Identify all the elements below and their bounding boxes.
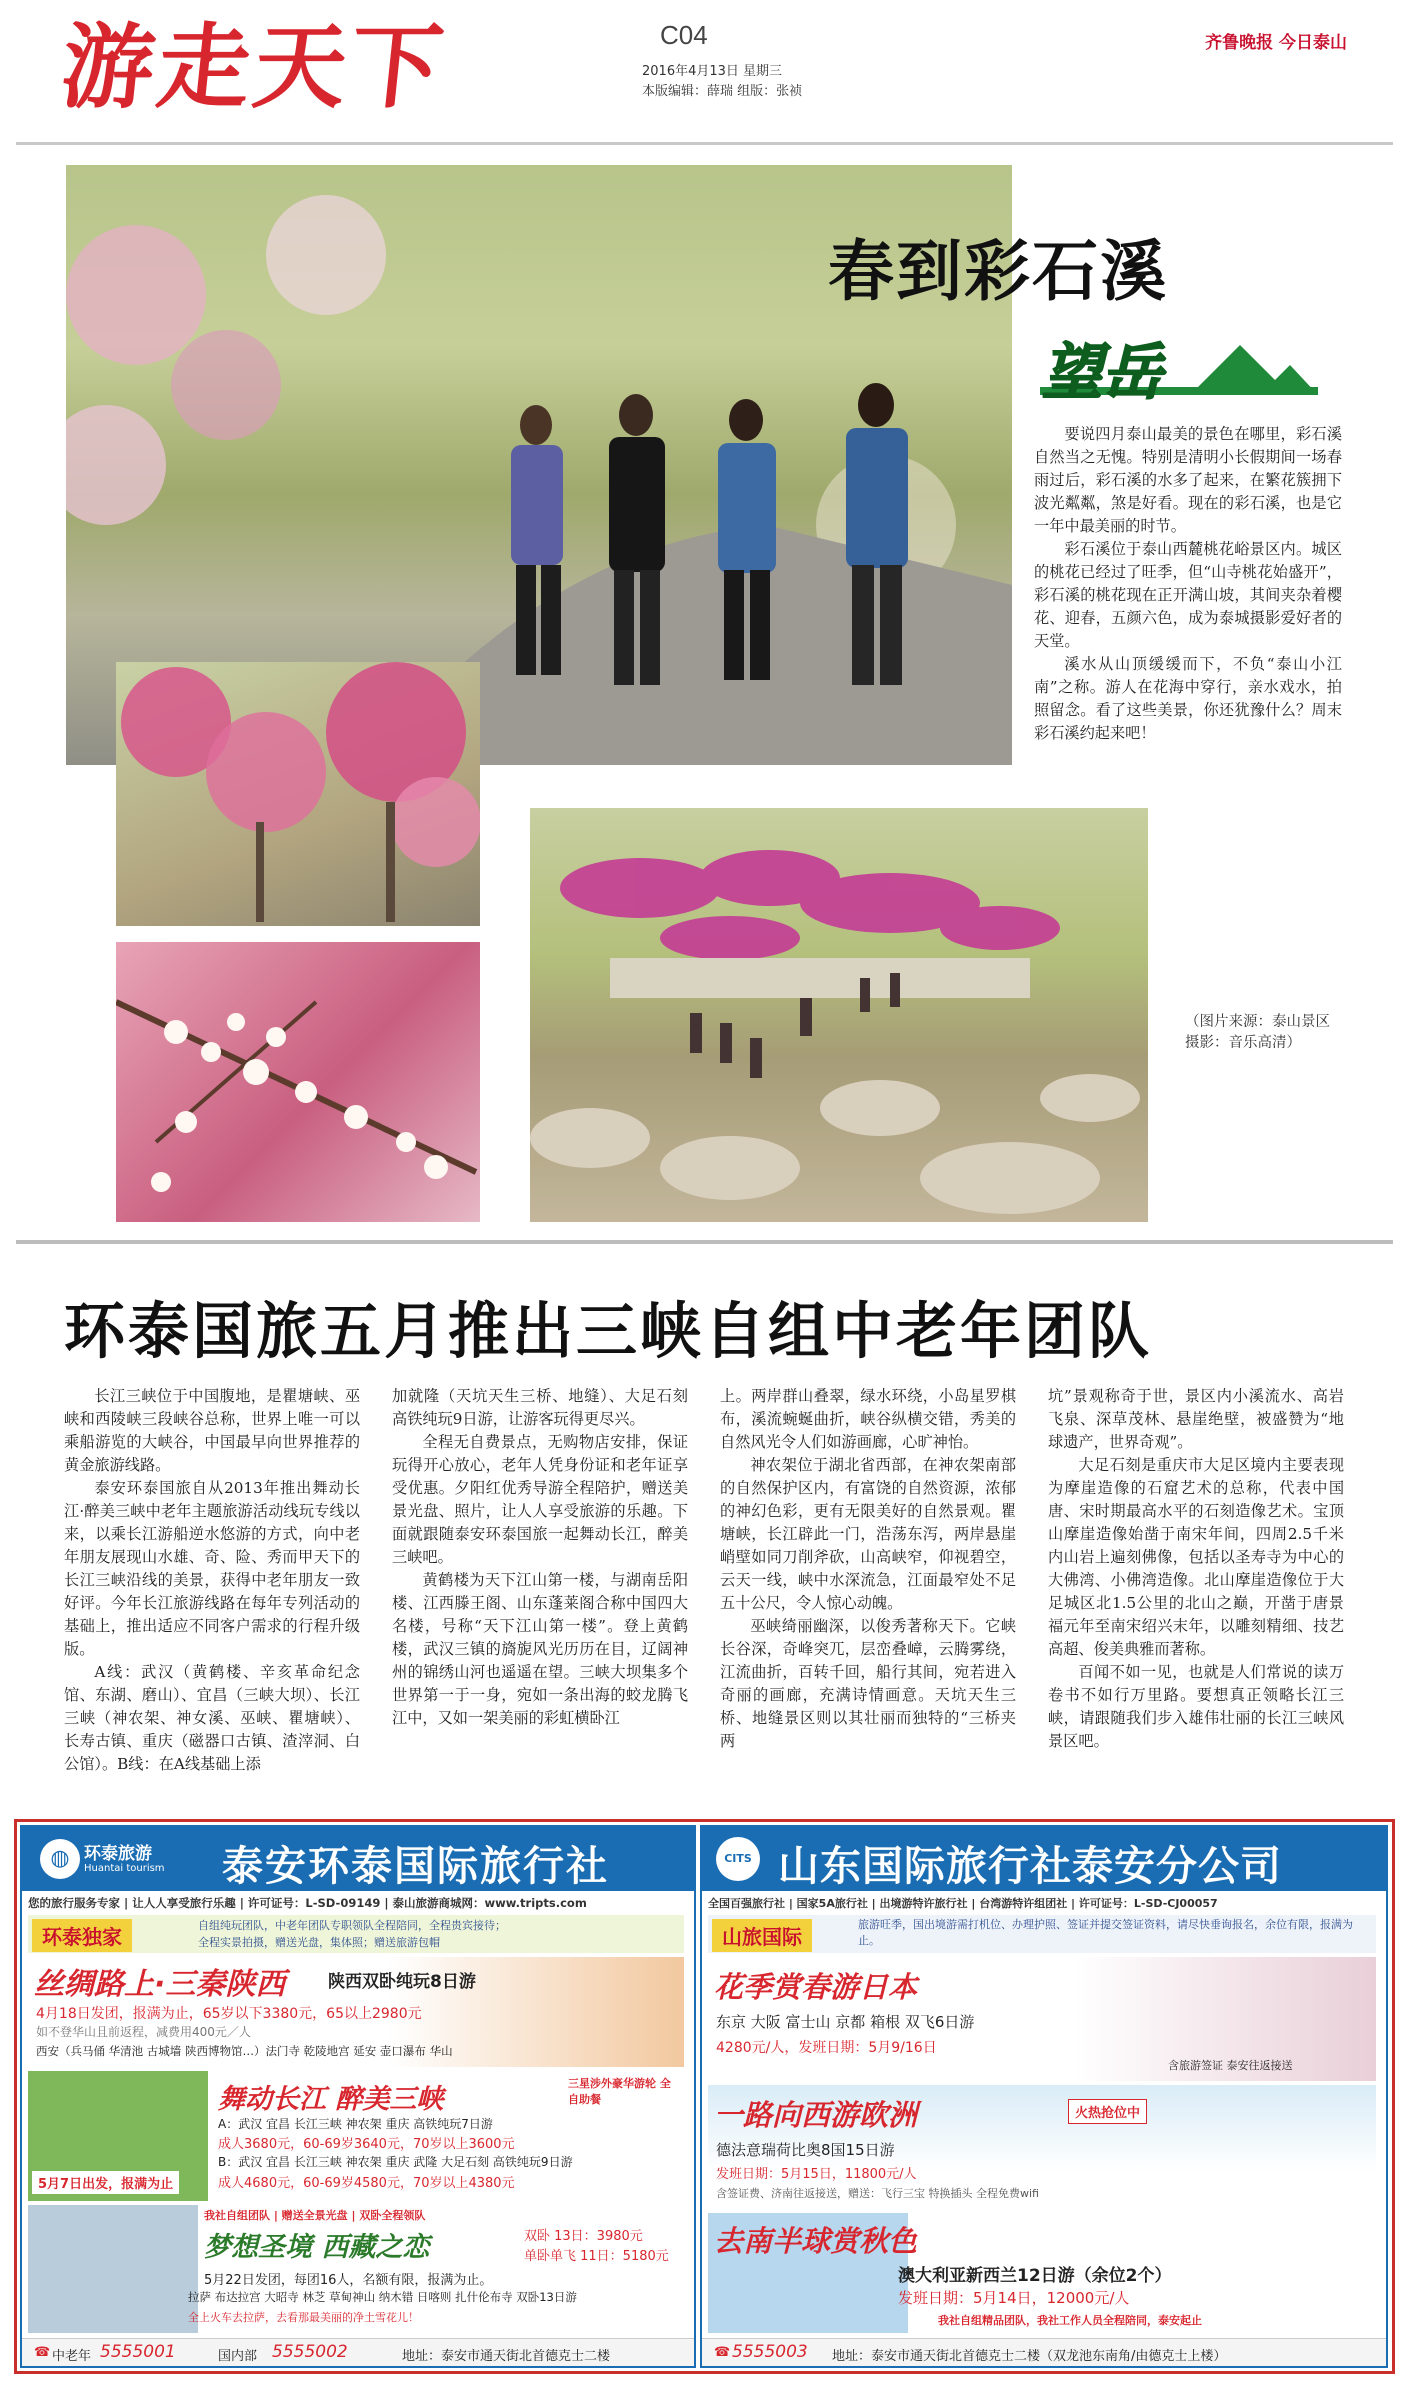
ad-cits-package-japan [708, 1957, 1376, 2081]
story2-paragraph: 坑”景观称奇于世，景区内小溪流水、高岩飞泉、深草茂林、悬崖绝壁，被盛赞为“地球遗产，世界奇观”。 [1048, 1387, 1344, 1451]
story2-column-4 [1048, 1385, 1344, 1753]
package-route: 西安（兵马俑 华清池 古城墙 陕西博物馆…）法门寺 乾陵地宫 延安 壶口瀑布 华山 [36, 2044, 453, 2058]
column-logo-text: 望岳 [1042, 338, 1162, 408]
story2-paragraph: 巫峡绮丽幽深，以俊秀著称天下。它峡长谷深，奇峰突兀，层峦叠嶂，云腾雾绕，江流曲折，百转千回，船行其间，宛若进入奇丽的画廊，充满诗情画意。天坑天生三桥、地缝景区则以其壮丽而独特的“三桥夹两 [720, 1617, 1016, 1750]
ad-huantai-package-three-gorges [28, 2071, 684, 2201]
ad-cits-footer [702, 2338, 1386, 2366]
package-footnote: 全上火车去拉萨，去看那最美丽的净土雪花儿！ [188, 2311, 419, 2324]
photo-white-blossoms [116, 942, 480, 1222]
package-note: 含签证费、济南往返接送，赠送：飞行三宝 特换插头 全程免费wifi [716, 2187, 1039, 2200]
masthead-title: 游走天下 [56, 14, 452, 121]
package-note: 我社自组精品团队，我社工作人员全程陪同，泰安起止 [938, 2314, 1202, 2327]
ad-cits-license: 全国百强旅行社 | 国家5A旅行社 | 出境游特许旅行社 | 台湾游特许组团社 | 许可证号：L-SD-CJ00057 [708, 1897, 1218, 1910]
package-price-2: 单卧单飞 11日：5180元 [524, 2249, 669, 2264]
ad-huantai [20, 1825, 696, 2368]
ad-huantai-header [22, 1827, 694, 1891]
package-title: 梦想圣境 西藏之恋 [204, 2232, 430, 2263]
package-date: 5月7日出发，报满为止 [32, 2171, 179, 2194]
column-logo [1040, 325, 1318, 411]
ad-huantai-brand-en: Huantai tourism [84, 1863, 165, 1874]
story2-paragraph: 泰安环泰国旅自从2013年推出舞动长江·醉美三峡中老年主题旅游活动线玩专线以来，以乘长江游船逆水悠游的方式，向中老年朋友展现山水雄、奇、险、秀而甲天下的长江三峡沿线的美景，获得中老年朋友一致好评。今年长江旅游线路在每年专列活动的基础上，推出适应不同客户需求的行程升级版。 [64, 1479, 360, 1658]
ad-huantai-brand: 环泰旅游 [84, 1844, 152, 1864]
story1-headline: 春到彩石溪 [828, 232, 1168, 310]
ad-huantai-tagline2: 全程实景拍摄，赠送光盘，集体照；赠送旅游包帽 [198, 1936, 440, 1949]
ad-huantai-tag-row [28, 1915, 684, 1953]
phone-number: 5555001 [100, 2342, 176, 2362]
story2-paragraph: 全程无自费景点，无购物店安排，保证玩得开心放心，老年人凭身份证和老年证享受优惠。夕阳红优秀导游全程陪护，赠送美景光盘、照片，让人人享受旅游的乐趣。下面就跟随泰安环泰国旅一起舞动长江，醉美三峡吧。 [392, 1433, 688, 1566]
ad-huantai-footer [22, 2338, 694, 2366]
ad-huantai-company: 泰安环泰国际旅行社 [222, 1842, 609, 1890]
story2-paragraph: 加就隆（天坑天生三桥、地缝）、大足石刻高铁纯玩9日游，让游客玩得更尽兴。 [392, 1387, 688, 1428]
package-date: 5月22日发团，每团16人，名额有限，报满为止。 [204, 2273, 493, 2288]
story1-paragraph: 要说四月泰山最美的景色在哪里，彩石溪自然当之无愧。特别是清明小长假期间一场春雨过后，彩石溪的水多了起来，在繁花簇拥下波光粼粼，煞是好看。现在的彩石溪，也是它一年中最美丽的时节。 [1034, 425, 1342, 535]
address: 地址：泰安市通天街北首德克士二楼 [402, 2349, 611, 2364]
ad-cits-package-australia [708, 2213, 1376, 2333]
package-route-b: B：武汉 宜昌 长江三峡 神农架 重庆 武隆 大足石刻 高铁纯玩9日游 [218, 2155, 573, 2169]
package-price: 4月18日发团，报满为止，65岁以下3380元，65以上2980元 [36, 2006, 422, 2022]
package-route: 东京 大阪 富士山 京都 箱根 双飞6日游 [716, 2013, 975, 2031]
story2-column-1 [64, 1385, 360, 1776]
newspaper-name: 齐鲁晚报 今日泰山 [1205, 33, 1347, 53]
issue-date: 2016年4月13日 星期三 [642, 64, 783, 79]
photo-pink-blossoms [116, 662, 480, 926]
package-date: 发班日期：5月14日，12000元/人 [898, 2289, 1130, 2307]
story1-paragraph: 彩石溪位于泰山西麓桃花峪景区内。城区的桃花已经过了旺季，但“山寺桃花始盛开”，彩石溪的桃花现在正开满山坡，其间夹杂着樱花、迎春，五颜六色，成为泰城摄影爱好者的天堂。 [1034, 540, 1342, 650]
package-note: 含旅游签证 泰安往返接送 [1168, 2059, 1293, 2072]
ad-huantai-tag: 环泰独家 [32, 1919, 132, 1952]
globe-icon: ◍ [40, 1839, 80, 1879]
package-subtitle: 陕西双卧纯玩8日游 [328, 1972, 476, 1992]
package-note: 如不登华山且前返程，减费用400元／人 [36, 2025, 251, 2039]
package-title: 丝绸路上·三秦陕西 [34, 1967, 286, 2002]
story2-paragraph: A线：武汉（黄鹤楼、辛亥革命纪念馆、东湖、磨山）、宜昌（三峡大坝）、长江三峡（神农架、神女溪、巫峡、瞿塘峡）、长寿古镇、重庆（磁器口古镇、渣滓洞、白公馆）。B线：在A线基础上添 [64, 1663, 360, 1773]
story2-paragraph: 神农架位于湖北省西部，在神农架南部的自然保护区内，有富饶的自然资源，浓郁的神幻色彩，更有无限美好的自然景观。瞿塘峡，长江辟此一门，浩荡东泻，两岸悬崖峭壁如同刀削斧砍，山高峡窄，仰视碧空，云天一线，峡中水深流急，江面最窄处不足五十公尺，令人惊心动魄。 [720, 1456, 1016, 1612]
ad-cits [700, 1825, 1388, 2368]
package-price: 4280元/人，发班日期：5月9/16日 [716, 2040, 937, 2056]
story2-paragraph: 黄鹤楼为天下江山第一楼，与湖南岳阳楼、江西滕王阁、山东蓬莱阁合称中国四大名楼，号称“天下江山第一楼”。登上黄鹤楼，武汉三镇的旖旎风光历历在目，辽阔神州的锦绣山河也遥遥在望。三峡大坝集多个世界第一于一身，宛如一条出海的蛟龙腾飞江中，又如一架美丽的彩虹横卧江 [392, 1571, 688, 1727]
package-route-a: A：武汉 宜昌 长江三峡 神农架 重庆 高铁纯玩7日游 [218, 2117, 493, 2131]
ad-cits-package-europe [708, 2085, 1376, 2209]
package-price-1: 双卧 13日：3980元 [524, 2229, 643, 2244]
story1-photo-caption: （图片来源：泰山景区 摄影：音乐高清） [1185, 1014, 1330, 1051]
ad-cits-tagline: 旅游旺季，国出境游需打机位、办理护照、签证并提交签证资料，请尽快垂询报名，余位有限，报满为止。 [858, 1918, 1353, 1947]
package-title: 舞动长江 醉美三峡 [218, 2084, 444, 2115]
story2-column-2 [392, 1385, 688, 1730]
ad-huantai-package-tibet [28, 2205, 684, 2333]
phone-icon: ☎ [714, 2345, 731, 2360]
ad-cits-company: 山东国际旅行社泰安分公司 [778, 1842, 1282, 1890]
story1-body [1034, 423, 1342, 745]
package-title: 一路向西游欧洲 [714, 2098, 918, 2132]
ad-cits-tag-row [708, 1915, 1376, 1953]
package-date: 发班日期：5月15日，11800元/人 [716, 2167, 917, 2182]
photo-stream-with-visitors [530, 808, 1148, 1222]
editors-line: 本版编辑：薛瑞 组版：张祯 [642, 84, 803, 99]
page-number: C04 [660, 20, 708, 50]
package-title: 去南半球赏秋色 [714, 2224, 918, 2258]
story2-headline: 环泰国旅五月推出三峡自组中老年团队 [64, 1296, 1153, 1367]
mid-divider [16, 1240, 1393, 1244]
story1-paragraph: 溪水从山顶缓缓而下，不负“泰山小江南”之称。游人在花海中穿行，亲水戏水，拍照留念。看了这些美景，你还犹豫什么？周末彩石溪约起来吧！ [1034, 655, 1342, 742]
story2-paragraph: 上。两岸群山叠翠，绿水环绕，小岛星罗棋布，溪流蜿蜒曲折，峡谷纵横交错，秀美的自然风光令人们如游画廊，心旷神怡。 [720, 1387, 1016, 1451]
package-route: 拉萨 布达拉宫 大昭寺 林芝 草甸神山 纳木错 日喀则 扎什伦布寺 双卧13日游 [188, 2290, 577, 2304]
phone-label: 中老年 [52, 2349, 92, 2364]
ad-huantai-package-shaanxi [28, 1957, 684, 2067]
package-title: 花季赏春游日本 [714, 1970, 918, 2004]
package-badge: 三星涉外豪华游轮 全自助餐 [568, 2077, 671, 2106]
address: 地址：泰安市通天街北首德克士二楼（双龙池东南角/由德克士上楼） [832, 2349, 1227, 2364]
package-route: 德法意瑞荷比奥8国15日游 [716, 2141, 895, 2159]
story2-paragraph: 百闻不如一见，也就是人们常说的读万卷书不如行万里路。要想真正领略长江三峡，请跟随我们步入雄伟壮丽的长江三峡风景区吧。 [1048, 1663, 1344, 1750]
ad-cits-header [702, 1827, 1386, 1891]
story2-paragraph: 大足石刻是重庆市大足区境内主要表现为摩崖造像的石窟艺术的总称，代表中国唐、宋时期最高水平的石刻造像艺术。宝顶山摩崖造像始凿于南宋年间，四周2.5千米内山岩上遍刻佛像，包括以圣寿寺为中心的大佛湾、小佛湾造像。北山摩崖造像位于大足城区北1.5公里的北山之巅，开凿于唐景福元年至南宋绍兴末年，以雕刻精细、技艺高超、俊美典雅而著称。 [1048, 1456, 1344, 1658]
ad-cits-tag: 山旅国际 [712, 1919, 812, 1952]
package-badge: 火热抢位中 [1068, 2099, 1147, 2124]
ad-huantai-tagline1: 自组纯玩团队，中老年团队专职领队全程陪同，全程贵宾接待； [198, 1919, 506, 1932]
phone-icon: ☎ [34, 2345, 51, 2360]
package-price-a: 成人3680元，60-69岁3640元，70岁以上3600元 [218, 2137, 515, 2152]
story2-paragraph: 长江三峡位于中国腹地，是瞿塘峡、巫峡和西陵峡三段峡谷总称，世界上唯一可以乘船游览的大峡谷，中国最早向世界推荐的黄金旅游线路。 [64, 1387, 360, 1474]
phone-number: 5555003 [732, 2342, 808, 2362]
phone-label: 国内部 [218, 2349, 258, 2364]
phone-number: 5555002 [272, 2342, 348, 2362]
story2-column-3 [720, 1385, 1016, 1753]
ad-huantai-license: 您的旅行服务专家 | 让人人享受旅行乐趣 | 许可证号：L-SD-09149 | 泰山旅游商城网：www.tripts.com [28, 1896, 587, 1910]
cits-logo-icon: CITS [716, 1837, 760, 1881]
package-route: 澳大利亚新西兰12日游（余位2个） [898, 2266, 1172, 2286]
top-divider [16, 142, 1393, 145]
package-price-b: 成人4680元，60-69岁4580元，70岁以上4380元 [218, 2176, 515, 2191]
package-note: 我社自组团队 | 赠送全景光盘 | 双卧全程领队 [204, 2209, 426, 2222]
